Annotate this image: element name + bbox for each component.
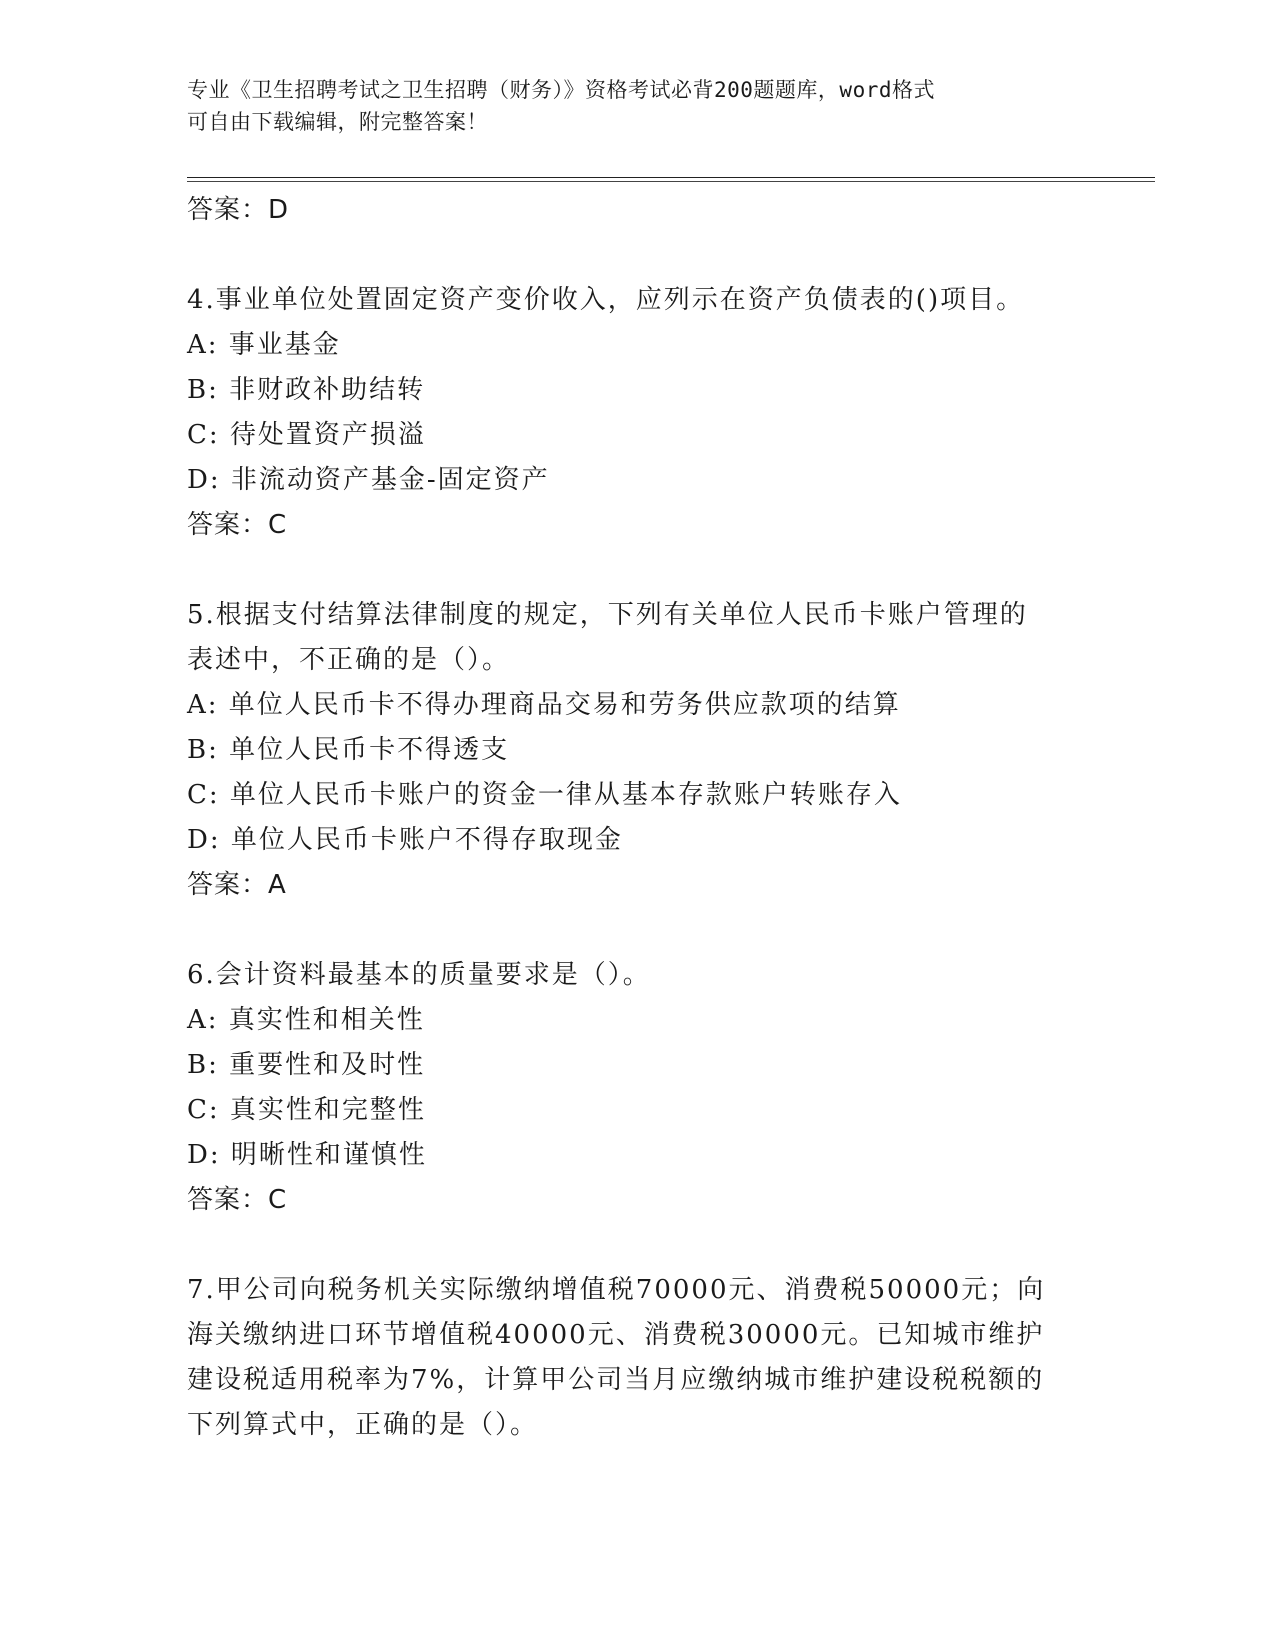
question-4-stem: 4.事业单位处置固定资产变价收入，应列示在资产负债表的()项目。 [187,285,1025,315]
question-4-answer: 答案：C [187,510,288,540]
question-6-option-a: A: 真实性和相关性 [187,1005,425,1035]
question-4-option-b: B: 非财政补助结转 [187,375,426,405]
question-6-answer: 答案：C [187,1185,288,1215]
question-4-option-d: D: 非流动资产基金-固定资产 [187,465,550,495]
question-6 [187,953,1087,1223]
answer-previous: 答案：D [187,195,290,225]
question-5-stem-line-2: 表述中，不正确的是（）。 [187,645,511,675]
question-7-stem-line-2: 海关缴纳进口环节增值税40000元、消费税30000元。已知城市维护 [187,1320,1045,1350]
question-7-stem-line-3: 建设税适用税率为7%，计算甲公司当月应缴纳城市维护建设税税额的 [187,1365,1045,1395]
question-7-stem-line-1: 7.甲公司向税务机关实际缴纳增值税70000元、消费税50000元；向 [187,1275,1046,1305]
question-5-option-a: A: 单位人民币卡不得办理商品交易和劳务供应款项的结算 [187,690,901,720]
question-5-stem-line-1: 5.根据支付结算法律制度的规定，下列有关单位人民币卡账户管理的 [187,600,1028,630]
question-6-option-b: B: 重要性和及时性 [187,1050,426,1080]
question-5-option-b: B: 单位人民币卡不得透支 [187,735,510,765]
spacer [187,233,1087,278]
header-title-line-2: 可自由下载编辑，附完整答案！ [187,110,488,134]
spacer [187,548,1087,593]
question-5-option-c: C: 单位人民币卡账户的资金一律从基本存款账户转账存入 [187,780,902,810]
question-5-option-d: D: 单位人民币卡账户不得存取现金 [187,825,623,855]
spacer [187,908,1087,953]
question-4-option-a: A: 事业基金 [187,330,341,360]
document-header [187,74,1067,138]
question-5-answer: 答案：A [187,870,287,900]
question-6-option-c: C: 真实性和完整性 [187,1095,426,1125]
header-divider-thin [187,181,1155,182]
question-6-stem: 6.会计资料最基本的质量要求是（）。 [187,960,651,990]
question-7-stem-line-4: 下列算式中，正确的是（）。 [187,1410,539,1440]
question-5 [187,593,1087,908]
question-4 [187,278,1087,548]
header-divider-thick [187,177,1155,178]
question-7 [187,1268,1087,1448]
header-title-line-1: 专业《卫生招聘考试之卫生招聘（财务）》资格考试必背200题题库，word格式 [187,78,935,102]
question-6-option-d: D: 明晰性和谨慎性 [187,1140,427,1170]
question-4-option-c: C: 待处置资产损溢 [187,420,426,450]
spacer [187,1223,1087,1268]
question-list [187,188,1087,1448]
